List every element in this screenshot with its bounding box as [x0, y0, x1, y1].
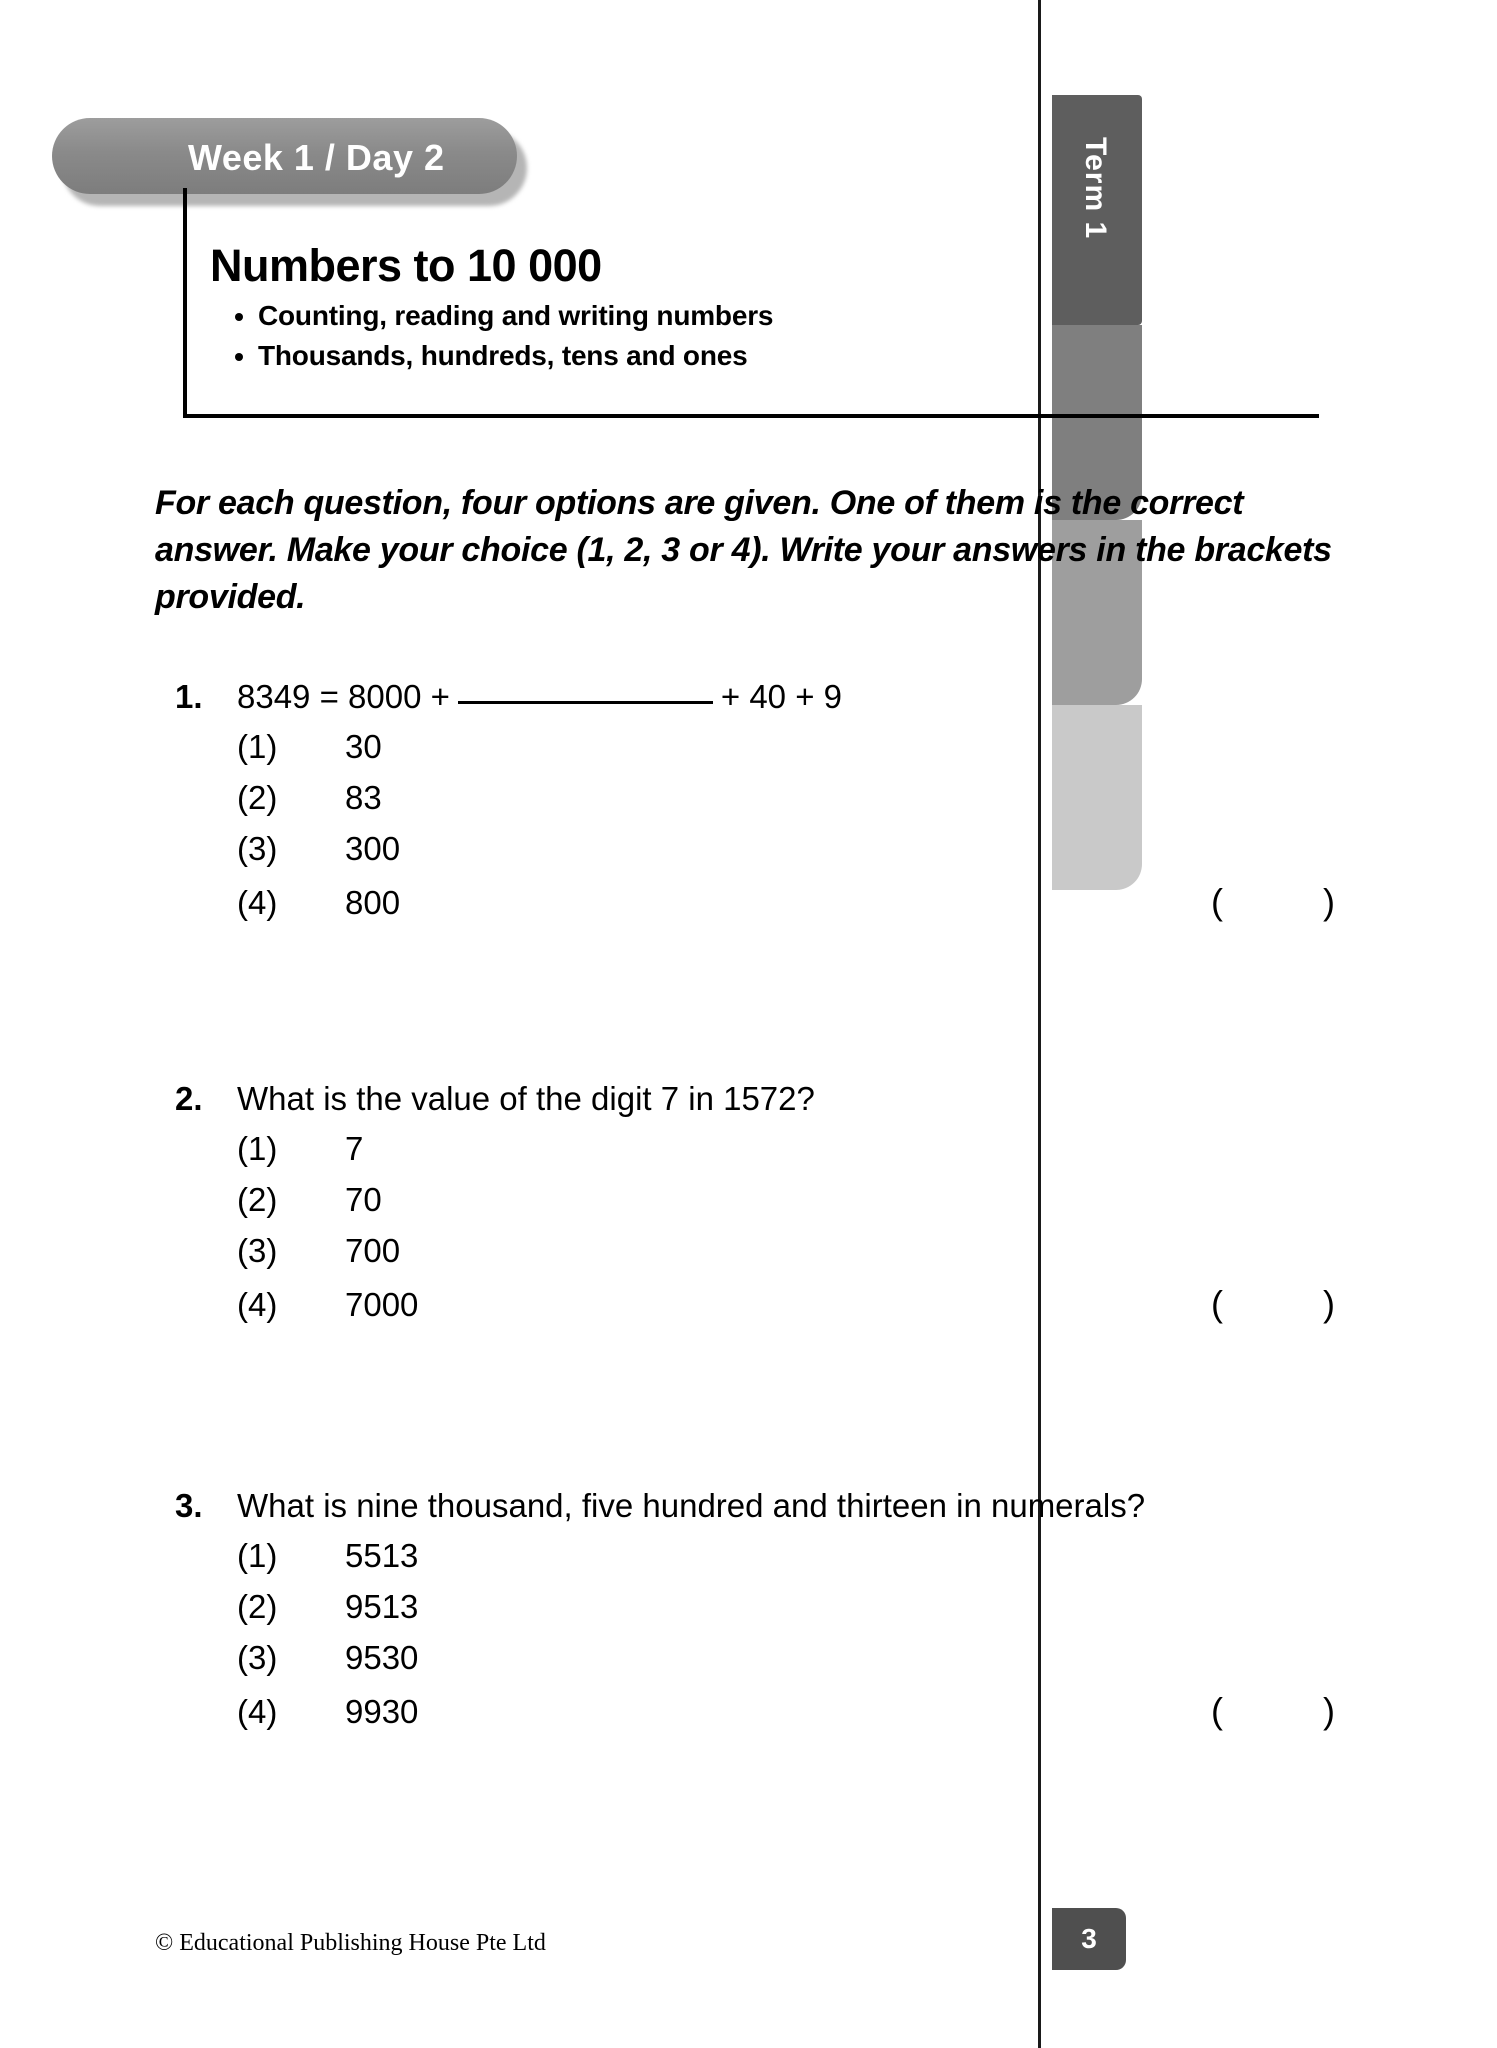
option-value: 9930: [345, 1693, 419, 1730]
option-row[interactable]: [175, 881, 1365, 932]
question-1-number: 1.: [175, 678, 203, 715]
option-label: (1): [237, 1537, 278, 1574]
option-label: (1): [237, 1130, 278, 1167]
answer-bracket[interactable]: ( ): [1211, 1283, 1335, 1324]
option-value: 700: [345, 1232, 401, 1269]
option-label: (3): [237, 1232, 278, 1269]
question-1-text-before: 8349 = 8000 +: [237, 678, 450, 715]
page-number-chip: 3: [1052, 1908, 1126, 1970]
question-1-options: [175, 728, 1365, 932]
option-row[interactable]: [175, 1639, 1365, 1690]
week-day-label: Week 1 / Day 2: [188, 137, 445, 178]
answer-blank[interactable]: [458, 679, 713, 704]
option-row[interactable]: [175, 1130, 1365, 1181]
question-2-number: 2.: [175, 1080, 203, 1117]
option-label: (2): [237, 1588, 278, 1625]
objective-list: [222, 300, 773, 380]
option-row[interactable]: [175, 1588, 1365, 1639]
option-row[interactable]: [175, 1181, 1365, 1232]
option-label: (3): [237, 830, 278, 867]
question-3-text: What is nine thousand, five hundred and thirteen in numerals?: [237, 1487, 1146, 1524]
option-label: (4): [237, 1693, 278, 1730]
question-3-stem: [175, 1487, 1365, 1525]
question-1-stem: [175, 678, 1365, 716]
option-value: 300: [345, 830, 401, 867]
option-row[interactable]: [175, 779, 1365, 830]
question-3: [175, 1487, 1365, 1741]
tab-term-1-label: Term 1: [1079, 137, 1112, 240]
copyright-footer: © Educational Publishing House Pte Ltd: [155, 1930, 546, 1956]
objective-item: • Thousands, hundreds, tens and ones: [258, 340, 773, 372]
option-label: (2): [237, 1181, 278, 1218]
option-value: 800: [345, 884, 401, 921]
question-2-stem: [175, 1080, 1365, 1118]
question-1: [175, 678, 1365, 932]
question-3-options: [175, 1537, 1365, 1741]
instructions-text: For each question, four options are given. One of them is the correct answer. Make your choice (1, 2, 3 or 4). Write your answers in the brackets provided.: [155, 484, 1332, 616]
option-value: 9530: [345, 1639, 419, 1676]
question-2-text: What is the value of the digit 7 in 1572?: [237, 1080, 815, 1117]
option-label: (1): [237, 728, 278, 765]
question-1-text-after: + 40 + 9: [720, 678, 842, 715]
option-value: 30: [345, 728, 382, 765]
option-row[interactable]: [175, 1232, 1365, 1283]
question-3-number: 3.: [175, 1487, 203, 1524]
option-row[interactable]: [175, 1283, 1365, 1334]
answer-bracket[interactable]: ( ): [1211, 881, 1335, 922]
question-1-text: [237, 678, 842, 716]
option-label: (4): [237, 1286, 278, 1323]
answer-bracket[interactable]: ( ): [1211, 1690, 1335, 1731]
question-2-options: [175, 1130, 1365, 1334]
option-value: 7000: [345, 1286, 419, 1323]
option-label: (4): [237, 884, 278, 921]
option-value: 83: [345, 779, 382, 816]
objective-item: • Counting, reading and writing numbers: [258, 300, 773, 332]
option-label: (2): [237, 779, 278, 816]
option-row[interactable]: [175, 728, 1365, 779]
option-value: 7: [345, 1130, 364, 1167]
option-row[interactable]: [175, 830, 1365, 881]
option-label: (3): [237, 1639, 278, 1676]
option-value: 9513: [345, 1588, 419, 1625]
option-row[interactable]: [175, 1537, 1365, 1588]
page-title: Numbers to 10 000: [210, 240, 602, 291]
option-value: 70: [345, 1181, 382, 1218]
option-value: 5513: [345, 1537, 419, 1574]
option-row[interactable]: [175, 1690, 1365, 1741]
question-2: [175, 1080, 1365, 1334]
